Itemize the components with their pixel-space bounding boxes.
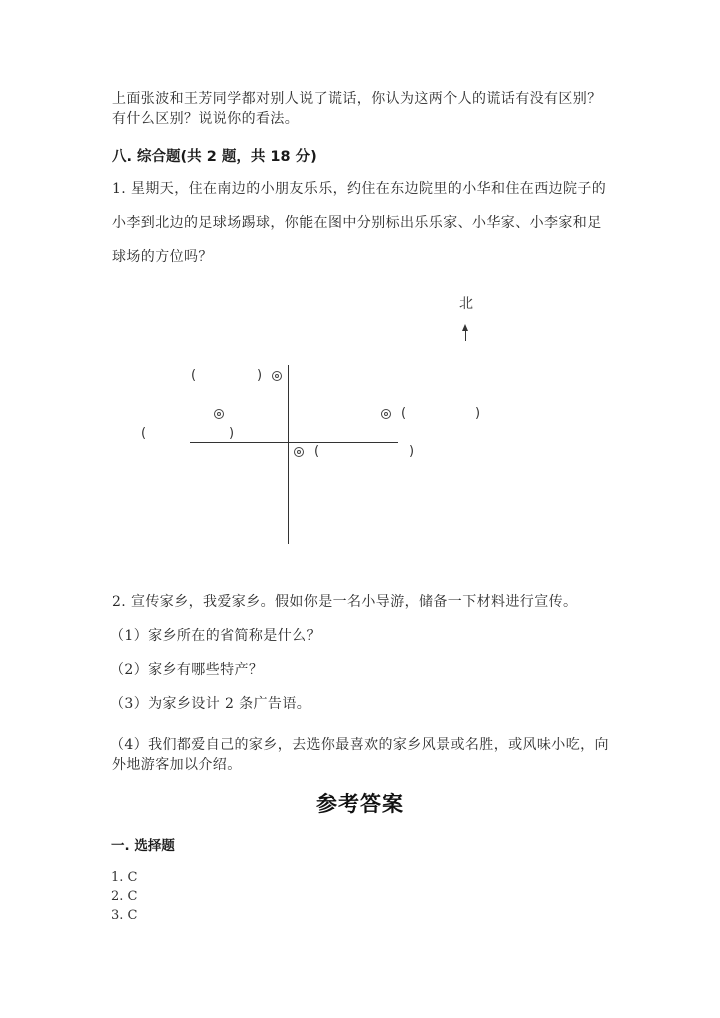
- answers-title: 参考答案: [316, 792, 404, 816]
- answer-blank-open: (: [401, 406, 407, 421]
- answer-item: 2. C: [111, 889, 138, 904]
- question-2-sub-2: （2）家乡有哪些特产？: [110, 662, 264, 678]
- answer-blank-open: (: [314, 444, 320, 459]
- answer-item: 1. C: [111, 870, 138, 885]
- location-marker-icon: [214, 409, 224, 419]
- location-marker-icon: [381, 409, 391, 419]
- question-2-sub-4-line-1: （4）我们都爱自己的家乡，去选你最喜欢的家乡风景或名胜，或风味小吃，向: [110, 737, 609, 753]
- question-2-sub-4-line-2: 外地游客加以介绍。: [112, 757, 242, 773]
- question-1-line-3: 球场的方位吗？: [112, 249, 213, 265]
- location-marker-icon: [294, 447, 304, 457]
- answer-blank-close: ): [409, 444, 415, 459]
- answer-blank-open: (: [191, 368, 197, 383]
- intro-line-2: 有什么区别？说说你的看法。: [112, 111, 300, 127]
- answer-item: 3. C: [111, 908, 138, 923]
- question-1-line-1: 1. 星期天，住在南边的小朋友乐乐，约住在东边院里的小华和住在西边院子的: [112, 181, 607, 197]
- horizontal-axis: [190, 442, 398, 443]
- location-marker-icon: [272, 371, 282, 381]
- answer-blank-open: (: [141, 426, 147, 441]
- answers-section-heading: 一. 选择题: [111, 838, 175, 854]
- section-heading-comprehensive: 八. 综合题(共 2 题，共 18 分): [112, 149, 317, 165]
- answer-blank-close: ): [475, 406, 481, 421]
- question-1-line-2: 小李到北边的足球场踢球，你能在图中分别标出乐乐家、小华家、小李家和足: [112, 215, 602, 231]
- answer-blank-close: ): [257, 368, 263, 383]
- question-2-sub-3: （3）为家乡设计 2 条广告语。: [110, 696, 312, 712]
- answer-blank-close: ): [229, 426, 235, 441]
- intro-line-1: 上面张波和王芳同学都对别人说了谎话，你认为这两个人的谎话有没有区别？: [112, 91, 602, 107]
- question-2-sub-1: （1）家乡所在的省简称是什么？: [110, 628, 321, 644]
- question-2-stem: 2. 宣传家乡，我爱家乡。假如你是一名小导游，储备一下材料进行宣传。: [112, 594, 578, 610]
- vertical-axis: [288, 365, 289, 544]
- north-label: 北: [459, 296, 473, 312]
